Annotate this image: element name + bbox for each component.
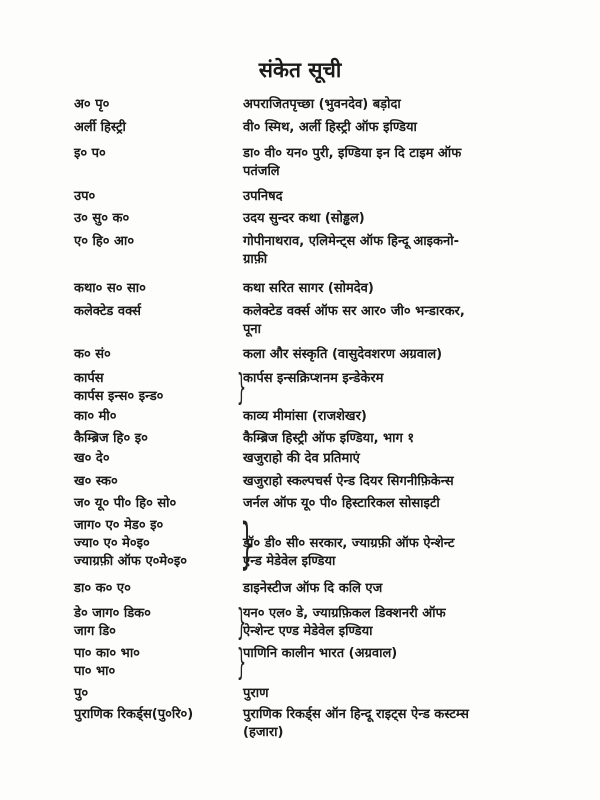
abbreviation: [74, 517, 244, 571]
full-title-line: पाणिनि कालीन भारत (अग्रवाल): [243, 646, 398, 661]
abbreviation-line: जाग० ए० मेड० इ०: [74, 518, 164, 533]
abbreviation-line: ज० यू० पी० हि० सो०: [74, 496, 177, 511]
abbreviation-line: ख० दे०: [74, 451, 110, 466]
full-title-line: डाइनेस्टीज ऑफ दि कलि एज: [243, 581, 383, 596]
abbreviation-line: ए० हि० आ०: [74, 234, 135, 249]
abbreviation-line: पु०: [74, 686, 89, 701]
abbreviation: [74, 408, 244, 426]
abbreviation: [74, 188, 244, 206]
abbreviation-line: कथा० स० सा०: [74, 281, 146, 296]
brace-mark: }: [240, 512, 255, 575]
abbreviation-line: पुराणिक रिकर्ड्स(पु०रि०): [74, 707, 194, 722]
abbreviation: [74, 685, 244, 703]
full-title: [243, 370, 563, 388]
abbreviation: [74, 367, 247, 408]
abbreviation-line: कलेक्टेड वर्क्स: [74, 304, 141, 319]
full-title: [243, 535, 563, 571]
page-title: संकेत सूची: [258, 58, 342, 82]
abbreviation-line: कैम्ब्रिज हि० इ०: [74, 431, 148, 446]
abbreviation: [74, 280, 244, 298]
full-title: [243, 280, 563, 298]
full-title: [243, 706, 563, 742]
full-title-line: जर्नल ऑफ यू० पी० हिस्टारिकल सोसाइटी: [243, 496, 440, 511]
full-title-line: काव्य मीमांसा (राजशेखर): [243, 409, 367, 424]
abbreviation-line: जाग डि०: [74, 624, 116, 639]
full-title: [243, 430, 563, 448]
full-title: [243, 346, 563, 364]
full-title-line: डा० वी० यन० पुरी, इण्डिया इन दि टाइम ऑफ: [243, 146, 462, 161]
full-title: [243, 450, 563, 468]
full-title: [243, 495, 563, 513]
full-title: [243, 303, 563, 339]
abbreviation-line: ख० स्क०: [74, 474, 118, 489]
abbreviation: [74, 210, 244, 228]
brace-mark: }: [236, 367, 247, 408]
abbreviation: [74, 96, 244, 114]
full-title: [243, 605, 563, 641]
full-title: [243, 580, 563, 598]
full-title-line: कैम्ब्रिज हिस्ट्री ऑफ इण्डिया, भाग १: [243, 431, 415, 446]
full-title: [243, 408, 563, 426]
abbreviation: [74, 119, 244, 137]
full-title-line: वी० स्मिथ, अर्ली हिस्ट्री ऑफ इण्डिया: [243, 120, 417, 135]
abbreviation-line: इ० प०: [74, 146, 106, 161]
abbreviation: [74, 303, 244, 321]
full-title-line: पूना: [243, 322, 261, 337]
full-title-line: कलेक्टेड वर्क्स ऑफ सर आर० जी० भन्डारकर,: [243, 304, 465, 319]
abbreviation-line: अर्ली हिस्ट्री: [74, 120, 126, 135]
abbreviation-line: ज्याग्रफ़ी ऑफ ए०मे०इ०: [74, 554, 188, 569]
abbreviation: [74, 495, 244, 513]
full-title-line: अपराजितपृच्छा (भुवनदेव) बड़ोदा: [243, 97, 401, 112]
full-title-line: खजुराहो स्कल्पचर्स ऐन्ड दियर सिगनीफ़िकेन्स: [243, 474, 454, 489]
full-title-line: पुराण: [243, 686, 269, 701]
full-title-line: उपनिषद: [243, 189, 283, 204]
full-title-line: खजुराहो की देव प्रतिमाएं: [243, 451, 360, 466]
abbreviation-line: क० सं०: [74, 347, 111, 362]
abbreviation: [74, 145, 244, 163]
abbreviation-line: ज्या० ए० मे०इ०: [74, 536, 150, 551]
full-title: [243, 233, 563, 269]
abbreviation: [74, 580, 244, 598]
abbreviation: [74, 450, 244, 468]
full-title: [243, 473, 563, 491]
abbreviation-line: उ० सु० क०: [74, 211, 130, 226]
full-title-line: गोपीनाथराव, एलिमेन्ट्स ऑफ हिन्दू आइकनो-: [243, 234, 459, 249]
abbreviation: [74, 430, 244, 448]
abbreviation: [74, 346, 244, 364]
abbreviation-line: कार्पस: [74, 371, 104, 386]
abbreviation: [74, 706, 244, 724]
full-title-line: पुराणिक रिकर्ड्स ऑन हिन्दू राइट्स ऐन्ड कस्टम्स: [243, 707, 469, 722]
full-title-line: पतंजलि: [243, 164, 280, 179]
brace-mark: }: [236, 602, 247, 643]
abbreviation-line: कार्पस इन्स० इन्ड०: [74, 389, 164, 404]
full-title-line: एन्ड मेडेवेल इण्डिया: [243, 554, 336, 569]
full-title-line: कला और संस्कृति (वासुदेवशरण अग्रवाल): [243, 347, 443, 362]
abbreviation-line: डा० क० ए०: [74, 581, 131, 596]
full-title: [243, 188, 563, 206]
abbreviation-line: पा० भा०: [74, 664, 116, 679]
abbreviation: [74, 233, 244, 251]
full-title: [243, 96, 563, 114]
full-title-line: ऐन्शेन्ट एण्ड मेडेवेल इण्डिया: [243, 624, 373, 639]
full-title-line: कार्पस इन्सक्रिप्शनम इन्डेकेरम: [243, 371, 384, 386]
abbreviation-line: अ० पृ०: [74, 97, 110, 112]
full-title: [243, 645, 563, 663]
full-title: [243, 145, 563, 181]
abbreviation: [74, 602, 247, 643]
abbreviation-line: डे० जाग० डिक०: [74, 606, 151, 621]
full-title: [243, 685, 563, 703]
abbreviation: [74, 642, 247, 683]
abbreviation-line: उप०: [74, 189, 96, 204]
full-title-line: ग्राफ़ी: [243, 252, 268, 267]
full-title: [243, 210, 563, 228]
full-title-line: डॉ० डी० सी० सरकार, ज्याग्रफ़ी ऑफ ऐन्शेन्ट: [243, 536, 455, 551]
full-title-line: यन० एल० डे, ज्याग्रफ़िकल डिक्शनरी ऑफ: [243, 606, 446, 621]
full-title-line: कथा सरित सागर (सोमदेव): [243, 281, 374, 296]
full-title: [243, 119, 563, 137]
full-title-line: उदय सुन्दर कथा (सोड्ढल): [243, 211, 365, 226]
abbreviation-line: पा० का० भा०: [74, 646, 140, 661]
brace-mark: }: [236, 642, 247, 683]
full-title-line: (हजारा): [243, 725, 284, 740]
abbreviation-line: का० मी०: [74, 409, 117, 424]
abbreviation: [74, 473, 244, 491]
